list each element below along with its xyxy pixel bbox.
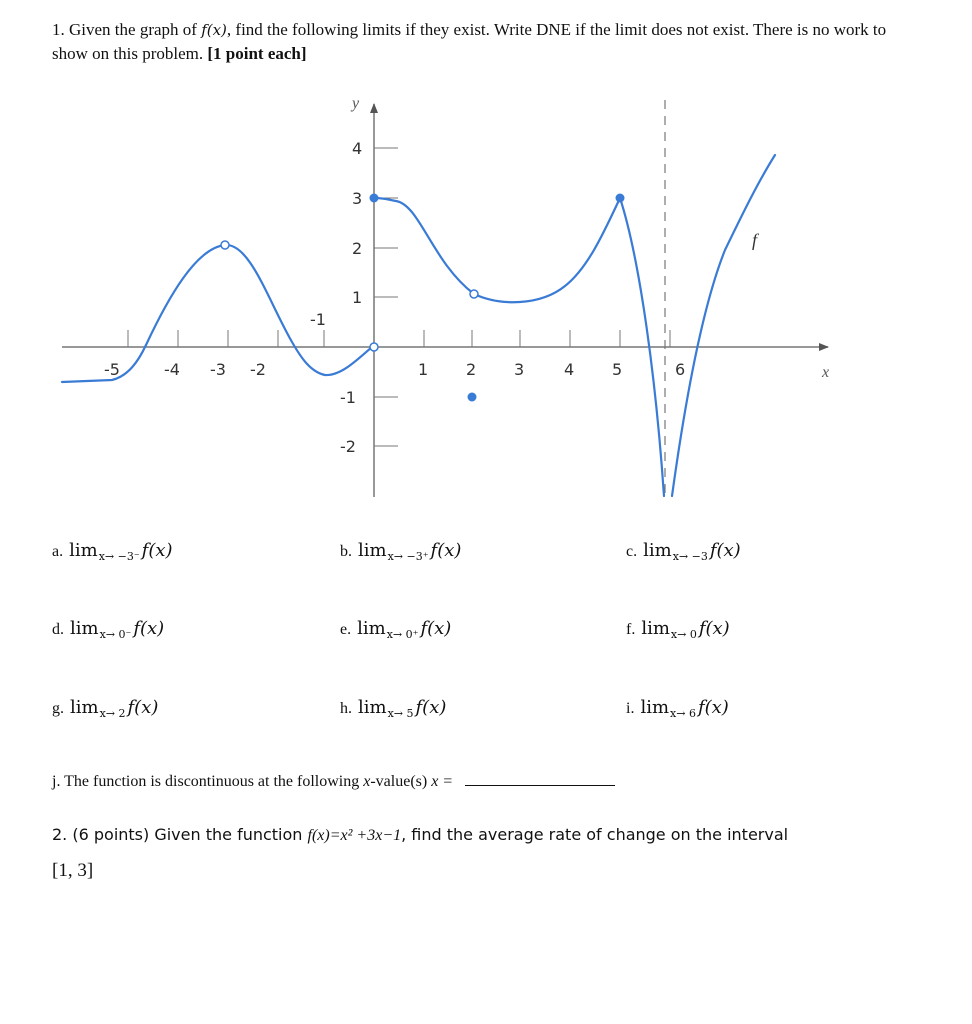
x-tick-label: -2 bbox=[250, 360, 266, 379]
limit-b: b. $\lim_{x\to -3^+} f(x)$ bbox=[340, 540, 462, 563]
x-tick-label: 5 bbox=[612, 360, 623, 379]
x-tick-label: 3 bbox=[514, 360, 525, 379]
problem-2-function: f(x)=x² +3x−1 bbox=[307, 827, 402, 844]
closed-point bbox=[370, 194, 379, 203]
y-tick-label: 4 bbox=[352, 139, 363, 158]
problem-2-interval: [1, 3] bbox=[52, 860, 94, 881]
x-axis-label: x bbox=[822, 364, 830, 381]
y-tick-label: 3 bbox=[352, 189, 363, 208]
problem-2-question: 2. (6 points) Given the function f(x)=x² +3x−1, find the average rate of change on the interval bbox=[52, 825, 789, 844]
points-note: [1 point each] bbox=[207, 44, 307, 63]
function-notation: f(x) bbox=[201, 21, 227, 39]
x-tick-label: -5 bbox=[104, 360, 120, 379]
x-tick-label: -3 bbox=[210, 360, 226, 379]
instruction-text-end: , find the following limits if they exist. Write DNE if the limit does not exist. There is no work to show on this problem. bbox=[52, 20, 887, 63]
limit-i: i. $\lim_{x\to 6} f(x)$ bbox=[626, 697, 729, 720]
y-tick-label: 2 bbox=[352, 239, 363, 258]
limit-a: a. $\lim_{x\to -3^-} f(x)$ bbox=[52, 540, 173, 563]
limit-g: g. $\lim_{x\to 2} f(x)$ bbox=[52, 697, 159, 720]
x-tick-label: 1 bbox=[418, 360, 429, 379]
x-tick-marks bbox=[128, 330, 670, 347]
x-tick-label: 2 bbox=[466, 360, 477, 379]
curve-asymptote-right bbox=[672, 155, 775, 496]
instruction-text-start: Given the graph of bbox=[69, 20, 202, 39]
y-tick-label: 1 bbox=[352, 288, 363, 307]
x-tick-label: -1 bbox=[310, 310, 326, 329]
open-point bbox=[470, 290, 478, 298]
open-point bbox=[370, 343, 378, 351]
y-tick-label: -1 bbox=[340, 388, 356, 407]
limit-e: e. $\lim_{x\to 0^+} f(x)$ bbox=[340, 618, 452, 641]
y-tick-marks bbox=[374, 148, 398, 446]
limit-f: f. $\lim_{x\to 0} f(x)$ bbox=[626, 618, 730, 641]
open-point bbox=[221, 241, 229, 249]
x-tick-label: 6 bbox=[675, 360, 686, 379]
equation-x-equals: x = bbox=[431, 773, 454, 790]
limit-d: d. $\lim_{x\to 0^-} f(x)$ bbox=[52, 618, 165, 641]
curve-middle-bowl bbox=[375, 198, 620, 302]
x-tick-label: 4 bbox=[564, 360, 575, 379]
closed-point bbox=[468, 393, 477, 402]
x-tick-label: -4 bbox=[164, 360, 180, 379]
closed-point bbox=[616, 194, 625, 203]
curve-label: f bbox=[752, 230, 758, 250]
problem-number: 1. bbox=[52, 20, 65, 39]
answer-blank[interactable] bbox=[465, 771, 615, 786]
limit-c: c. $\lim_{x\to -3} f(x)$ bbox=[626, 540, 741, 563]
y-tick-label: -2 bbox=[340, 437, 356, 456]
limit-h: h. $\lim_{x\to 5} f(x)$ bbox=[340, 697, 447, 720]
curve-left-hump bbox=[146, 245, 373, 375]
part-j-question: j. The function is discontinuous at the following x-value(s) x = bbox=[52, 771, 615, 791]
y-axis-label: y bbox=[352, 95, 360, 112]
